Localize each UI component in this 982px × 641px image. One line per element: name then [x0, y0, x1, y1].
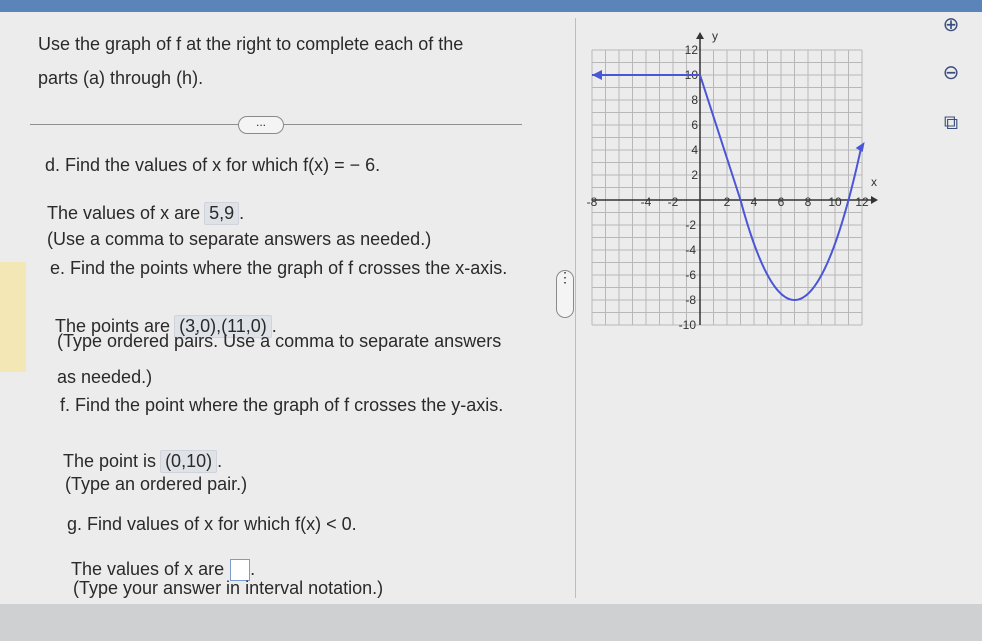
part-f-question: f. Find the point where the graph of f crosses the y-axis. — [60, 395, 504, 415]
part-e-prefix: The points are — [55, 316, 171, 336]
part-e-hint-1: (Type ordered pairs. Use a comma to separate answers — [57, 331, 502, 351]
part-g-hint: (Type your answer in interval notation.) — [73, 578, 384, 598]
y-tick-label: -10 — [678, 318, 696, 332]
part-g-prefix: The values of x are — [71, 559, 225, 579]
y-axis-arrow — [696, 32, 704, 39]
part-d-suffix: . — [239, 203, 245, 223]
bottom-bar — [0, 604, 982, 641]
part-f-answer[interactable]: (0,10) — [160, 450, 217, 473]
x-tick-label: 2 — [723, 195, 731, 209]
y-tick-label: -8 — [685, 293, 696, 307]
y-axis-label: y — [712, 29, 718, 43]
y-tick-label: -4 — [685, 243, 696, 257]
y-tick-label: 4 — [691, 143, 698, 157]
part-f-prefix: The point is — [63, 451, 157, 471]
function-graph — [586, 10, 930, 350]
part-e-suffix: . — [271, 316, 277, 336]
part-d-hint: (Use a comma to separate answers as needed.) — [47, 229, 432, 249]
part-f-answer-line — [63, 450, 222, 473]
y-tick-label: 8 — [691, 93, 698, 107]
x-tick-label: 6 — [777, 195, 785, 209]
y-tick-label: -2 — [685, 218, 696, 232]
part-f-suffix: . — [217, 451, 223, 471]
y-tick-label: 6 — [691, 118, 698, 132]
part-g-question: g. Find values of x for which f(x) < 0. — [67, 514, 357, 534]
x-axis-label: x — [871, 175, 877, 189]
part-d-answer[interactable]: 5,9 — [204, 202, 239, 225]
intro-line-2: parts (a) through (h). — [38, 68, 204, 88]
x-tick-label: -8 — [586, 195, 598, 209]
left-highlight-bar — [0, 262, 26, 372]
x-tick-label: -4 — [640, 195, 652, 209]
intro-line-1: Use the graph of f at the right to complete each of the — [38, 34, 464, 54]
part-e-answer[interactable]: (3,0),(11,0) — [174, 315, 272, 338]
panel-divider — [575, 18, 576, 598]
y-tick-label: 2 — [691, 168, 698, 182]
expand-more-button[interactable]: ... — [238, 116, 284, 134]
x-tick-label: 10 — [828, 195, 842, 209]
x-tick-label: 12 — [855, 195, 869, 209]
part-f-hint: (Type an ordered pair.) — [65, 474, 248, 494]
part-g-suffix: . — [250, 559, 256, 579]
part-d-prefix: The values of x are — [47, 203, 201, 223]
zoom-out-icon[interactable]: ⊖ — [942, 62, 960, 84]
part-e-hint-2: as needed.) — [57, 367, 153, 387]
part-d-answer-line — [47, 202, 244, 225]
popout-icon[interactable]: ⧉ — [943, 112, 959, 134]
y-tick-label: 12 — [684, 43, 698, 57]
x-tick-label: 4 — [750, 195, 758, 209]
x-tick-label: 8 — [804, 195, 812, 209]
zoom-in-icon[interactable]: ⊕ — [942, 14, 960, 36]
y-tick-label: -6 — [685, 268, 696, 282]
x-tick-label: -2 — [667, 195, 679, 209]
part-d-question: d. Find the values of x for which f(x) = − 6. — [45, 155, 381, 175]
panel-resize-handle[interactable]: ⋮ — [556, 270, 574, 318]
x-axis-arrow — [871, 196, 878, 204]
y-tick-label: 10 — [684, 68, 698, 82]
part-e-question: e. Find the points where the graph of f crosses the x-axis. — [50, 258, 508, 278]
